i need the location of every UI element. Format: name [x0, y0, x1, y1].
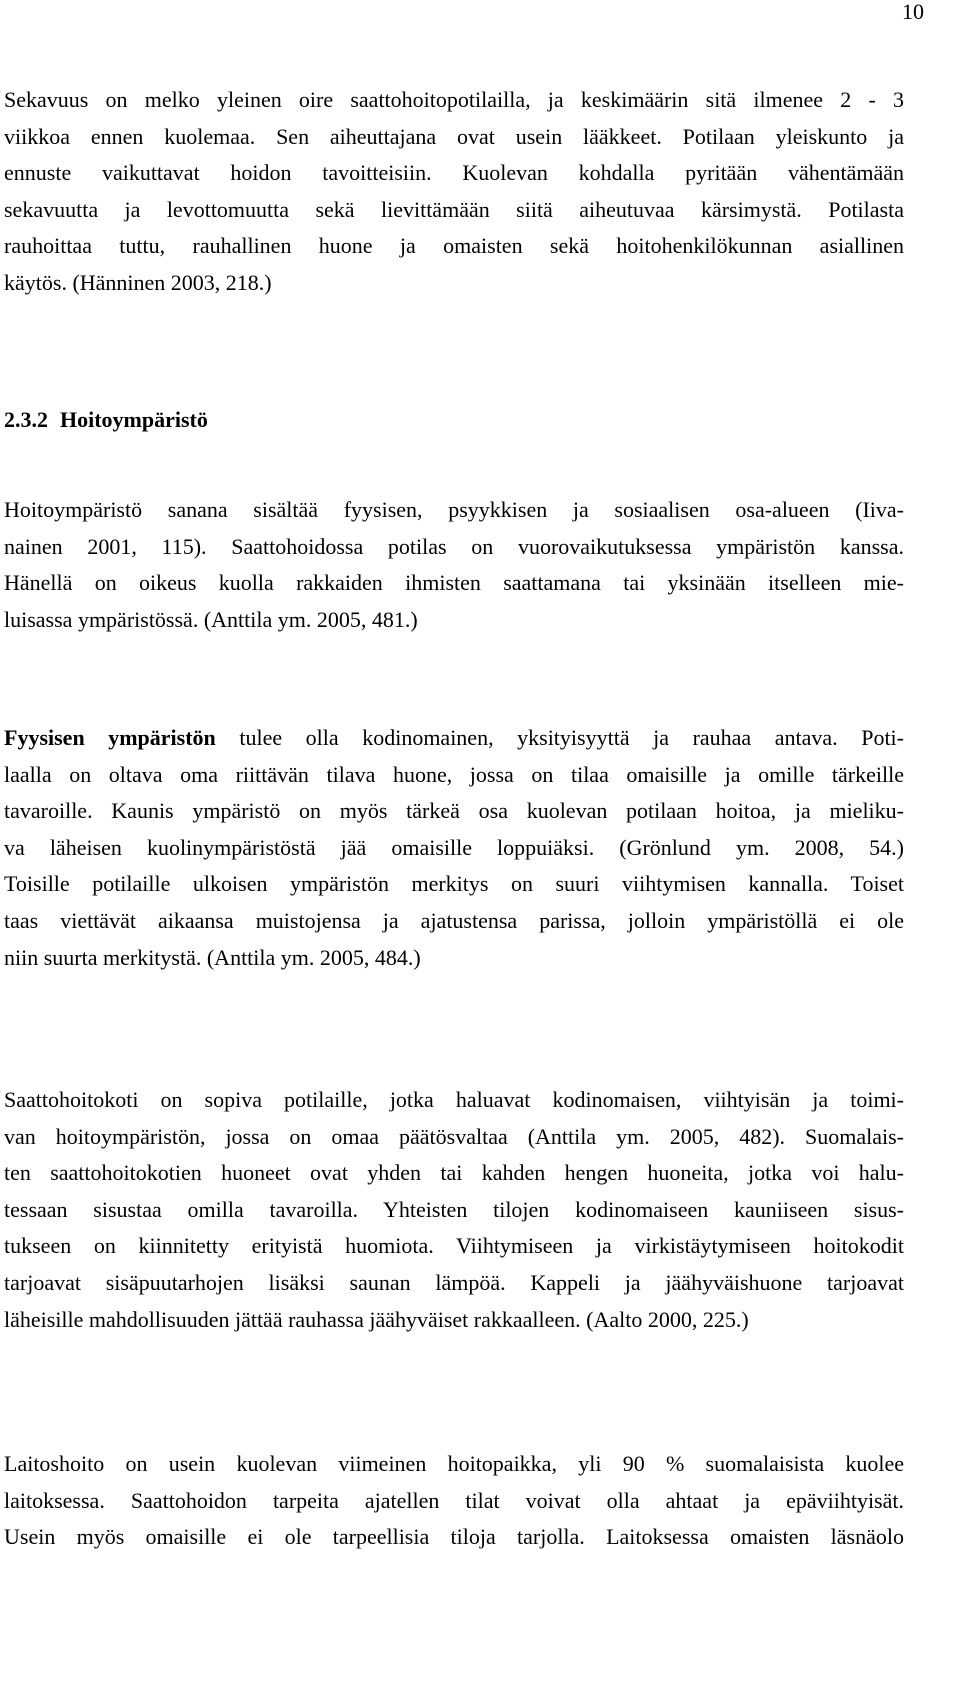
text-line: läheisille mahdollisuuden jättää rauhassa jäähyväiset rakkaalleen. (Aalto 2000, 225.) — [4, 1306, 749, 1332]
text-line: laalla on oltava oma riittävän tilava huone, jossa on tilaa omaisille ja omille tärkeille — [4, 761, 904, 787]
paragraph-sekavuus — [4, 82, 904, 302]
text-line: rauhoittaa tuttu, rauhallinen huone ja omaisten sekä hoitohenkilökunnan asiallinen — [4, 233, 904, 259]
text-line: Usein myös omaisille ei ole tarpeellisia tiloja tarjolla. Laitoksessa omaisten läsnäolo — [4, 1524, 904, 1550]
paragraph-laitoshoito — [4, 1446, 904, 1556]
page-number: 10 — [902, 0, 924, 24]
text-line: nainen 2001, 115). Saattohoidossa potilas on vuorovaikutuksessa ympäristön kanssa. — [4, 533, 904, 559]
text-line: tavaroille. Kaunis ympäristö on myös tärkeä osa kuolevan potilaan hoitoa, ja mieliku- — [4, 798, 904, 824]
text-line: viikkoa ennen kuolemaa. Sen aiheuttajana ovat usein lääkkeet. Potilaan yleiskunto ja — [4, 123, 904, 149]
text-line: tarjoavat sisäpuutarhojen lisäksi saunan lämpöä. Kappeli ja jäähyväishuone tarjoavat — [4, 1269, 904, 1295]
text-line: laitoksessa. Saattohoidon tarpeita ajatellen tilat voivat olla ahtaat ja epäviihtyisät. — [4, 1487, 904, 1513]
text-line: Sekavuus on melko yleinen oire saattohoitopotilailla, ja keskimäärin sitä ilmenee 2 - 3 — [4, 87, 904, 112]
text-line — [4, 720, 904, 757]
text-line: luisassa ympäristössä. (Anttila ym. 2005, 481.) — [4, 606, 418, 632]
text-line: ennuste vaikuttavat hoidon tavoitteisiin. Kuolevan kohdalla pyritään vähentämään — [4, 160, 904, 186]
text-line: tessaan sisustaa omilla tavaroilla. Yhteisten tilojen kodinomaiseen kauniiseen sisus- — [4, 1196, 904, 1222]
text-line: van hoitoympäristön, jossa on omaa päätösvaltaa (Anttila ym. 2005, 482). Suomalais- — [4, 1123, 904, 1149]
text-line: taas viettävät aikaansa muistojensa ja ajatustensa parissa, jolloin ympäristöllä ei ole — [4, 907, 904, 933]
text-line: Saattohoitokoti on sopiva potilaille, jotka haluavat kodinomaisen, viihtyisän ja toimi- — [4, 1087, 904, 1112]
text-line: Toisille potilaille ulkoisen ympäristön merkitys on suuri viihtymisen kannalla. Toiset — [4, 871, 904, 897]
text-line: niin suurta merkitystä. (Anttila ym. 2005, 484.) — [4, 944, 421, 970]
text-fragment: tulee olla kodinomainen, yksityisyyttä ja rauhaa antava. Poti- — [215, 725, 904, 750]
text-line: ten saattohoitokotien huoneet ovat yhden tai kahden hengen huoneita, jotka voi halu- — [4, 1160, 904, 1186]
text-line: Laitoshoito on usein kuolevan viimeinen hoitopaikka, yli 90 % suomalaisista kuolee — [4, 1451, 904, 1476]
text-line: tukseen on kiinnitetty erityistä huomiota. Viihtymiseen ja virkistäytymiseen hoitokodit — [4, 1233, 904, 1259]
paragraph-hoitoymparisto — [4, 492, 904, 638]
text-line: Hoitoympäristö sanana sisältää fyysisen, psyykkisen ja sosiaalisen osa-alueen (Iiva- — [4, 497, 904, 522]
text-line: va läheisen kuolinympäristöstä jää omaisille loppuiäksi. (Grönlund ym. 2008, 54.) — [4, 834, 904, 860]
text-line: sekavuutta ja levottomuutta sekä lievittämään siitä aiheutuvaa kärsimystä. Potilasta — [4, 196, 904, 222]
paragraph-saattohoitokoti — [4, 1082, 904, 1338]
section-number: 2.3.2 — [4, 407, 48, 432]
paragraph-fyysinen-ymparisto — [4, 720, 904, 976]
bold-term: Fyysisen ympäristön — [4, 725, 216, 750]
text-line: käytös. (Hänninen 2003, 218.) — [4, 269, 272, 295]
text-line: Hänellä on oikeus kuolla rakkaiden ihmisten saattamana tai yksinään itselleen mie- — [4, 570, 904, 596]
section-title: Hoitoympäristö — [60, 407, 208, 432]
section-heading — [4, 402, 208, 438]
